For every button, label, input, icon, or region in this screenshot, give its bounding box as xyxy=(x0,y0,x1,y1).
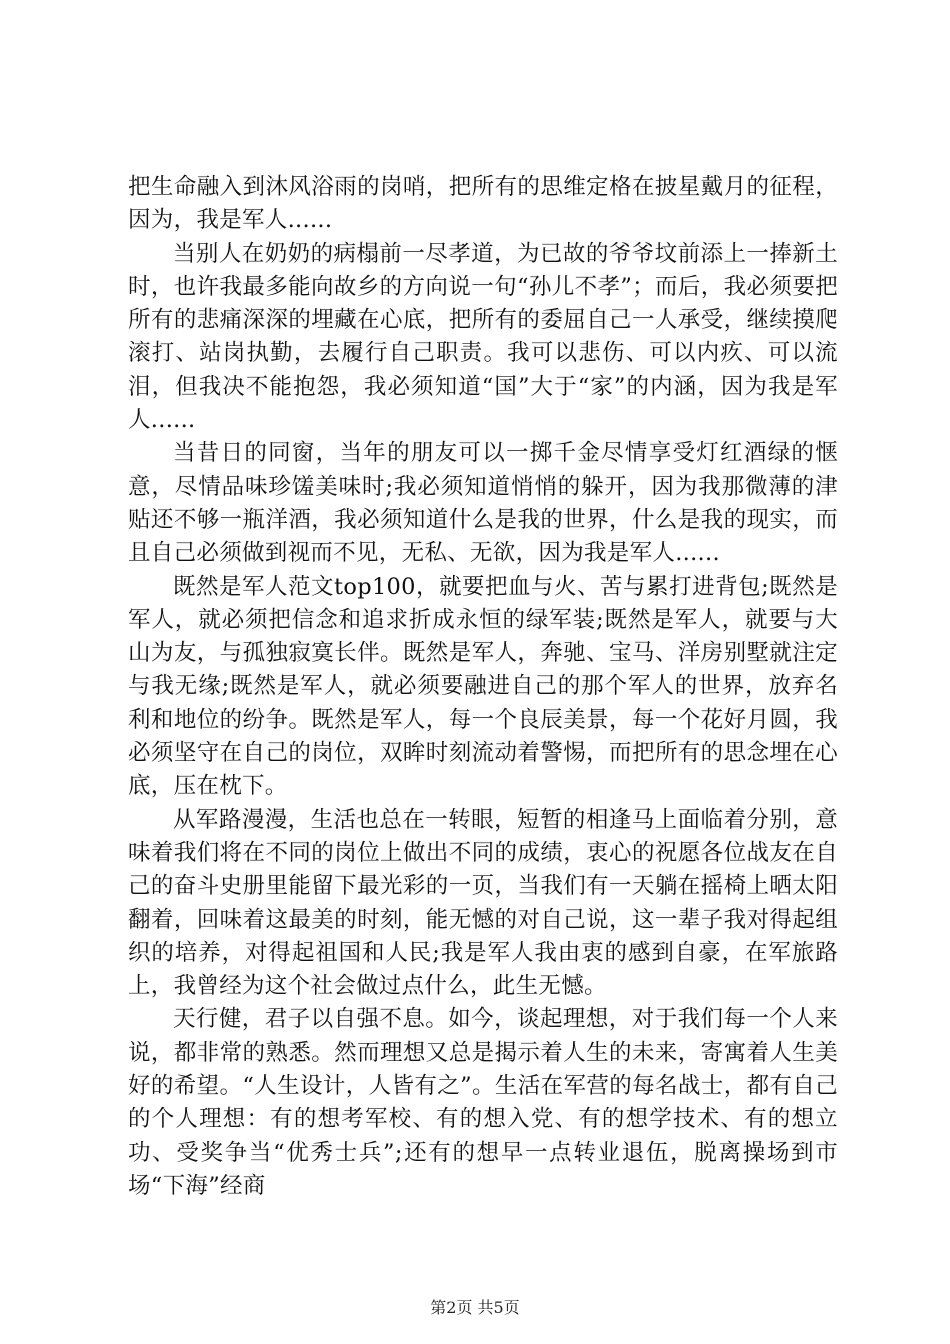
paragraph-5: 从军路漫漫，生活也总在一转眼，短暂的相逢马上面临着分别，意味着我们将在不同的岗位上做出不同的成绩，衷心的祝愿各位战友在自己的奋斗史册里能留下最光彩的一页，当我们有一天躺在摇椅上晒太阳翻着，回味着这最美的时刻，能无憾的对自己说，这一辈子我对得起组织的培养，对得起祖国和人民;我是军人我由衷的感到自豪，在军旅路上，我曾经为这个社会做过点什么，此生无憾。 xyxy=(128,806,838,1000)
paragraph-4: 既然是军人范文top100，就要把血与火、苦与累打进背包;既然是军人，就必须把信念和追求折成永恒的绿军装;既然是军人，就要与大山为友，与孤独寂寞长伴。既然是军人，奔驰、宝马、洋房别墅就注定与我无缘;既然是军人，就必须要融进自己的那个军人的世界，放弃名利和地位的纷争。既然是军人，每一个良辰美景，每一个花好月圆，我必须坚守在自己的岗位，双眸时刻流动着警惕，而把所有的思念埋在心底，压在枕下。 xyxy=(128,573,838,800)
paragraph-3: 当昔日的同窗，当年的朋友可以一掷千金尽情享受灯红酒绿的惬意，尽情品味珍馐美味时;我必须知道悄悄的躲开，因为我那微薄的津贴还不够一瓶洋酒，我必须知道什么是我的世界，什么是我的现实，而且自己必须做到视而不见，无私、无欲，因为我是军人...... xyxy=(128,440,838,567)
paragraph-1: 把生命融入到沐风浴雨的岗哨，把所有的思维定格在披星戴月的征程，因为，我是军人...... xyxy=(128,174,838,234)
document-body xyxy=(128,171,838,1203)
paragraph-6: 天行健，君子以自强不息。如今，谈起理想，对于我们每一个人来说，都非常的熟悉。然而理想又总是揭示着人生的未来，寄寓着人生美好的希望。“人生设计，人皆有之”。生活在军营的每名战士，都有自己的个人理想：有的想考军校、有的想入党、有的想学技术、有的想立功、受奖争当“优秀士兵”;还有的想早一点转业退伍，脱离操场到市场“下海”经商 xyxy=(128,1006,838,1199)
page-number-footer: 第2页 共5页 xyxy=(430,1298,520,1317)
paragraph-2: 当别人在奶奶的病榻前一尽孝道，为已故的爷爷坟前添上一捧新土时，也许我最多能向故乡的方向说一句“孙儿不孝”；而后，我必须要把所有的悲痛深深的埋藏在心底，把所有的委屈自己一人承受，继续摸爬滚打、站岗执勤，去履行自己职责。我可以悲伤、可以内疚、可以流泪，但我决不能抱怨，我必须知道“国”大于“家”的内涵，因为我是军人...... xyxy=(128,240,838,434)
